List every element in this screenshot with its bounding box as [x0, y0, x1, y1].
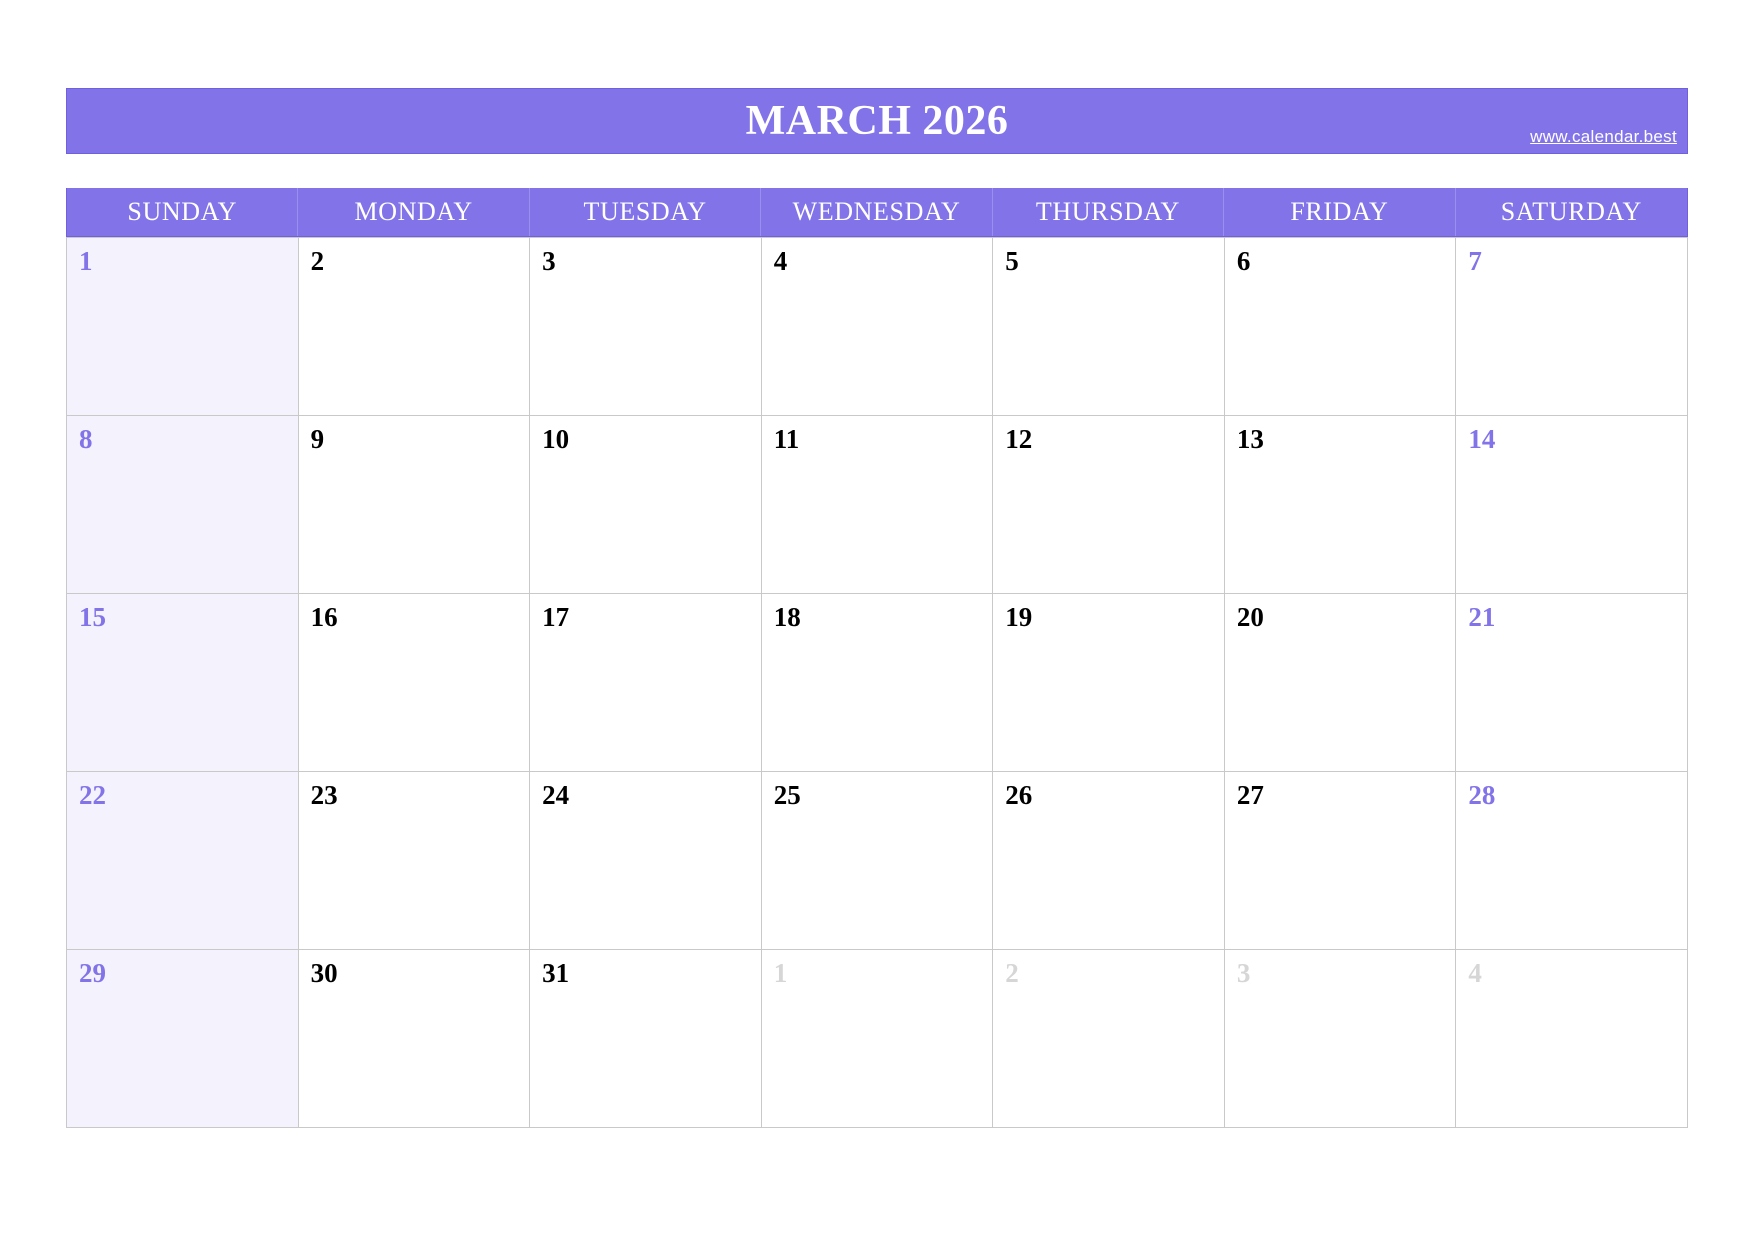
day-number: 3	[1236, 958, 1251, 988]
day-cell[interactable]	[530, 238, 762, 416]
day-number: 4	[1468, 958, 1482, 988]
weekday-header-cell: WEDNESDAY	[761, 188, 992, 236]
weekday-header-cell: SATURDAY	[1500, 197, 1642, 226]
day-cell[interactable]	[762, 416, 994, 594]
day-cell[interactable]	[993, 416, 1225, 594]
weekday-header-cell: MONDAY	[298, 188, 529, 236]
day-number: 6	[1236, 246, 1251, 276]
day-number: 11	[773, 424, 800, 454]
day-cell[interactable]	[530, 416, 762, 594]
day-number: 15	[79, 602, 106, 632]
day-number: 20	[1236, 602, 1264, 632]
day-cell[interactable]	[1456, 950, 1688, 1128]
day-number: 22	[79, 780, 106, 810]
day-cell[interactable]	[67, 594, 299, 772]
day-number: 13	[1236, 424, 1264, 454]
day-number: 23	[310, 780, 338, 810]
day-cell[interactable]	[299, 594, 531, 772]
day-cell[interactable]	[67, 772, 299, 950]
day-number: 10	[542, 424, 570, 454]
day-cell[interactable]	[993, 950, 1225, 1128]
day-cell[interactable]	[1225, 772, 1457, 950]
day-cell[interactable]	[299, 772, 531, 950]
day-number: 25	[773, 780, 801, 810]
day-cell[interactable]	[993, 238, 1225, 416]
day-number: 5	[1005, 246, 1019, 276]
day-number: 1	[773, 958, 788, 988]
day-number: 1	[79, 246, 93, 276]
day-cell[interactable]	[299, 950, 531, 1128]
day-number: 17	[542, 602, 570, 632]
day-number: 28	[1468, 780, 1496, 810]
website-link[interactable]: www.calendar.best	[1530, 127, 1677, 146]
weekday-header-row	[66, 188, 1688, 237]
day-cell[interactable]	[1225, 238, 1457, 416]
day-cell[interactable]	[299, 238, 531, 416]
day-cell[interactable]	[1456, 772, 1688, 950]
day-cell[interactable]	[530, 594, 762, 772]
day-cell[interactable]	[67, 950, 299, 1128]
calendar	[66, 88, 1688, 1128]
day-number: 21	[1468, 602, 1496, 632]
day-cell[interactable]	[1456, 238, 1688, 416]
day-number: 18	[773, 602, 801, 632]
day-cell[interactable]	[530, 772, 762, 950]
day-number: 4	[773, 246, 788, 276]
day-number: 31	[542, 958, 570, 988]
day-cell[interactable]	[299, 416, 531, 594]
day-number: 9	[310, 424, 325, 454]
day-cell[interactable]	[762, 238, 994, 416]
calendar-grid	[66, 237, 1688, 1128]
day-cell[interactable]	[1456, 416, 1688, 594]
day-cell[interactable]	[67, 238, 299, 416]
day-number: 24	[542, 780, 570, 810]
weekday-header-cell: THURSDAY	[993, 188, 1224, 236]
day-number: 3	[542, 246, 556, 276]
day-cell[interactable]	[762, 950, 994, 1128]
weekday-header-cell: TUESDAY	[530, 188, 761, 236]
day-number: 29	[79, 958, 106, 988]
day-number: 12	[1005, 424, 1033, 454]
day-cell[interactable]	[67, 416, 299, 594]
day-cell[interactable]	[1456, 594, 1688, 772]
day-number: 14	[1468, 424, 1496, 454]
day-number: 27	[1236, 780, 1264, 810]
day-cell[interactable]	[1225, 416, 1457, 594]
page-title: MARCH 2026	[745, 98, 1009, 144]
day-cell[interactable]	[993, 772, 1225, 950]
day-cell[interactable]	[1225, 950, 1457, 1128]
day-number: 26	[1005, 780, 1033, 810]
day-number: 19	[1005, 602, 1033, 632]
day-number: 7	[1468, 246, 1482, 276]
day-cell[interactable]	[530, 950, 762, 1128]
day-cell[interactable]	[1225, 594, 1457, 772]
weekday-header-cell: FRIDAY	[1224, 188, 1455, 236]
day-cell[interactable]	[762, 772, 994, 950]
calendar-title-bar	[66, 88, 1688, 154]
day-number: 8	[79, 424, 93, 454]
day-number: 30	[310, 958, 338, 988]
weekday-header-cell: SUNDAY	[67, 188, 298, 236]
day-cell[interactable]	[993, 594, 1225, 772]
day-number: 2	[1005, 958, 1019, 988]
day-number: 16	[310, 602, 338, 632]
day-cell[interactable]	[762, 594, 994, 772]
day-number: 2	[310, 246, 325, 276]
